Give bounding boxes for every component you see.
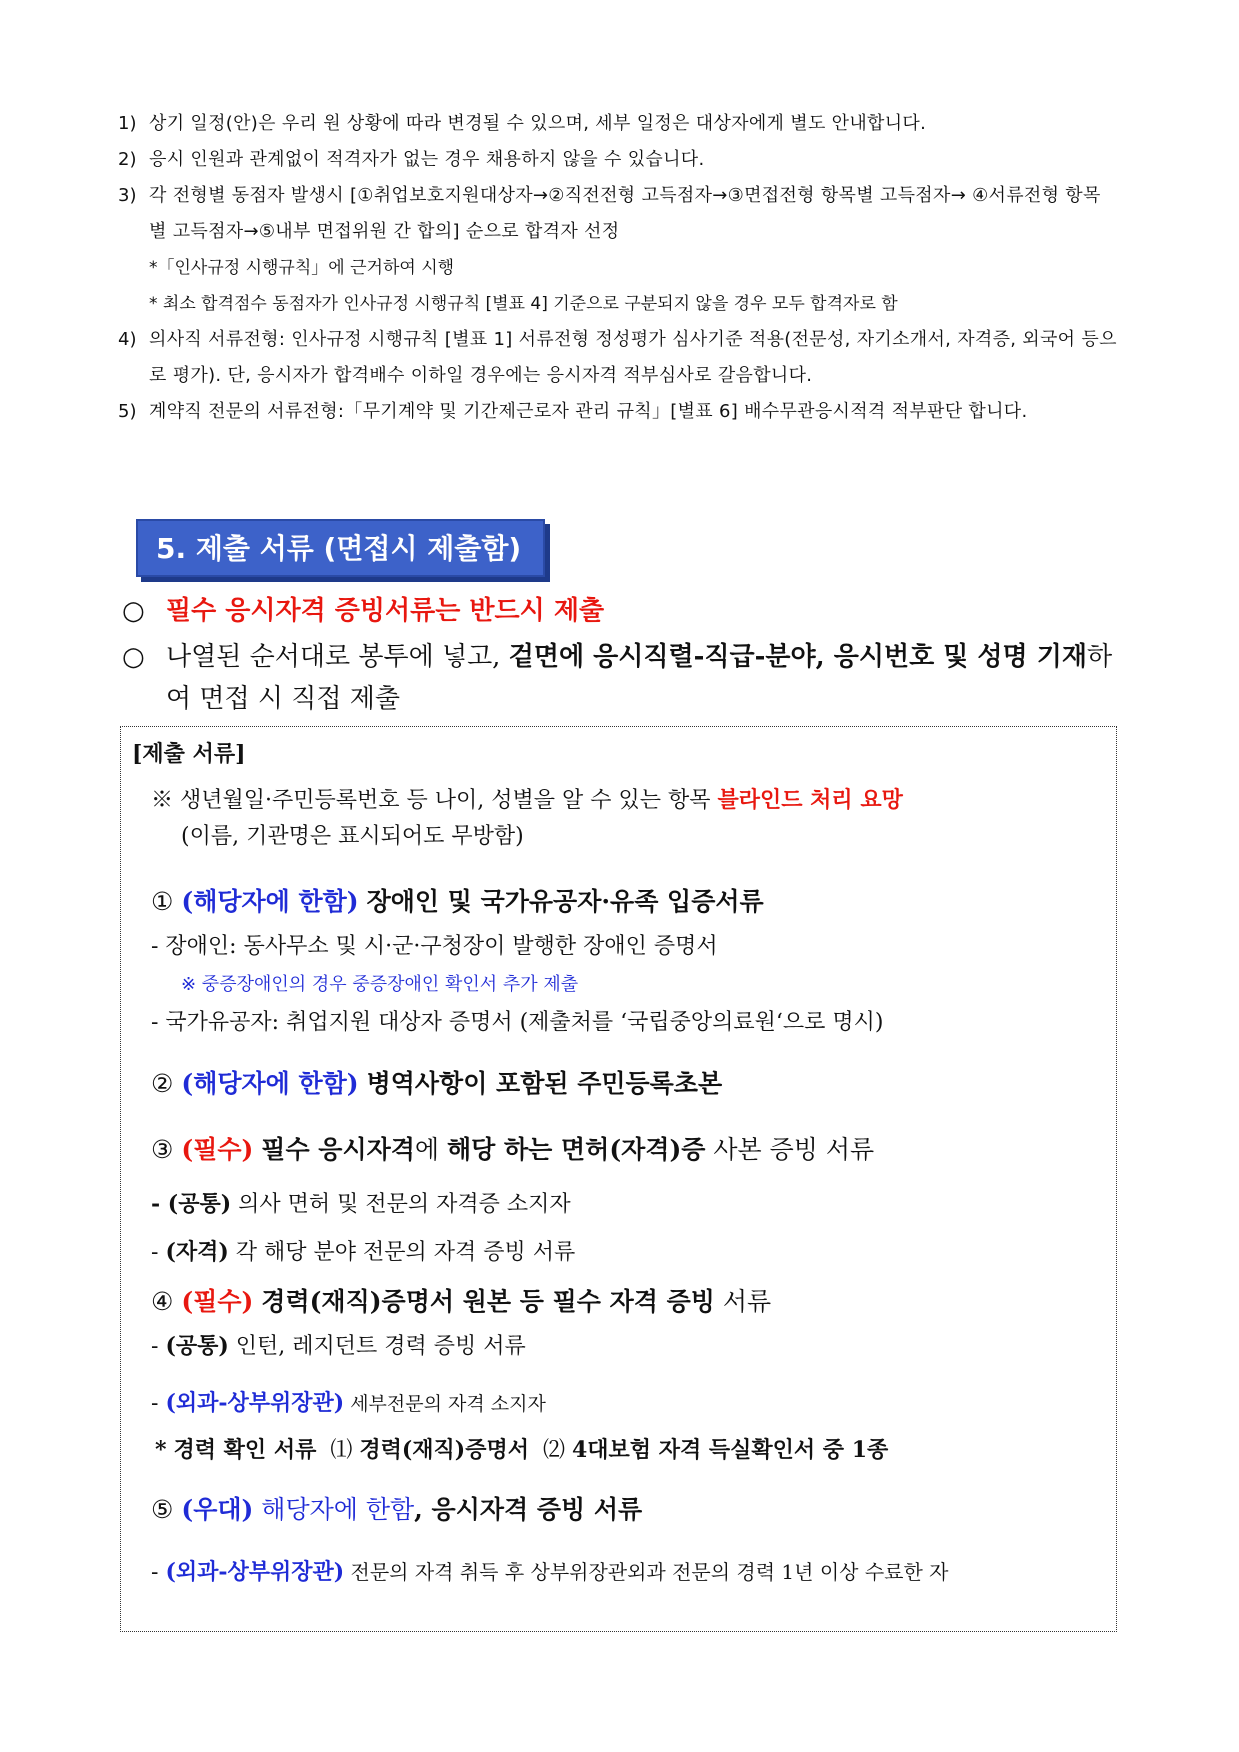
- line-text: 세부전문의 자격 소지자: [344, 1393, 546, 1415]
- line-text: 각 해당 분야 전문의 자격 증빙 서류: [228, 1240, 576, 1265]
- note-text: 각 전형별 동점자 발생시 [①취업보호지원대상자→②직전전형 고득점자→③면접전형 항목별 고득점자→ ④서류전형 항목별 고득점자→⑤내부 면접위원 간 합의] 순으로 합격자 선정: [149, 185, 1101, 242]
- note-item: [118, 322, 1118, 394]
- item-tag: (필수): [181, 1287, 254, 1316]
- item-2-heading: [151, 1064, 722, 1100]
- career-number: ⑵: [542, 1438, 565, 1463]
- item-text: 에: [414, 1135, 448, 1164]
- item-4-heading: [151, 1282, 771, 1318]
- note-item: [118, 106, 1118, 142]
- subnote: *「인사규정 시행규칙」에 근거하여 시행: [149, 258, 455, 278]
- line-text: 전문의 자격 취득 후 상부위장관외과 전문의 경력 1년 이상 수료한 자: [344, 1560, 949, 1584]
- notice-line: [151, 783, 903, 814]
- dash: -: [151, 1240, 166, 1265]
- bullet-text: 나열된 순서대로 봉투에 넣고,: [166, 642, 509, 672]
- line-tag: (자격): [165, 1239, 229, 1265]
- line-text: 의사 면허 및 전문의 자격증 소지자: [231, 1192, 571, 1217]
- item-text: 사본 증빙 서류: [705, 1135, 875, 1164]
- item-3-line: [151, 1187, 571, 1218]
- item-title: 병역사항이 포함된 주민등록초본: [366, 1069, 723, 1098]
- item-4-line: [151, 1329, 526, 1360]
- note-number: 3): [118, 185, 137, 206]
- item-title: 경력(재직)증명서 원본 등 필수 자격 증빙: [261, 1287, 715, 1316]
- item-4-line: [151, 1386, 546, 1417]
- notice-highlight: 블라인드 처리 요망: [717, 787, 903, 813]
- note-text: 상기 일정(안)은 우리 원 상황에 따라 변경될 수 있으며, 세부 일정은 대상자에게 별도 안내합니다.: [149, 113, 927, 134]
- item-5-line: [151, 1555, 948, 1586]
- box-title: [제출 서류]: [132, 741, 246, 767]
- notice-text: 생년월일·주민등록번호 등 나이, 성별을 알 수 있는 항목: [180, 788, 718, 813]
- reference-mark-icon: ※: [151, 788, 174, 813]
- submission-bullets: [122, 590, 1122, 724]
- circle-icon: ○: [122, 596, 145, 626]
- item-title: 해당 하는 면허(자격)증: [447, 1135, 706, 1164]
- item-1-line: - 장애인: 동사무소 및 시·군·구청장이 발행한 장애인 증명서: [151, 934, 718, 959]
- line-tag: (외과-상부위장관): [165, 1559, 345, 1585]
- item-number: ⑤: [151, 1495, 174, 1524]
- item-3-heading: [151, 1130, 874, 1166]
- item-text: 서류: [714, 1287, 772, 1316]
- documents-box: [120, 726, 1117, 1632]
- item-title: 필수 응시자격: [261, 1135, 415, 1164]
- career-label: 경력 확인 서류: [173, 1437, 317, 1463]
- subnote: * 최소 합격점수 동점자가 인사규정 시행규칙 [별표 4] 기준으로 구분되지 않을 경우 모두 합격자로 함: [149, 294, 898, 314]
- circle-icon: ○: [122, 642, 145, 672]
- item-text: 해당자에 한함: [253, 1495, 415, 1524]
- bullet-bold-text: 겉면에 응시직렬-직급-분야, 응시번호 및 성명 기재: [508, 642, 1087, 672]
- dash: -: [151, 1191, 168, 1217]
- item-title: , 응시자격 증빙 서류: [414, 1495, 643, 1524]
- note-item: [118, 178, 1118, 250]
- asterisk: *: [155, 1437, 167, 1463]
- item-number: ①: [151, 887, 174, 916]
- item-title: 장애인 및 국가유공자·유족 입증서류: [366, 887, 764, 916]
- note-text: 의사직 서류전형: 인사규정 시행규칙 [별표 1] 서류전형 정성평가 심사기준 적용(전문성, 자기소개서, 자격증, 외국어 등으로 평가). 단, 응시자가 합격배수 이하일 경우에는 응시자격 적부심사로 갈음합니다.: [149, 329, 1117, 386]
- note-text: 계약직 전문의 서류전형:「무기계약 및 기간제근로자 관리 규칙」[별표 6] 배수무관응시적격 적부판단 합니다.: [149, 401, 1028, 422]
- note-number: 2): [118, 149, 137, 170]
- item-1-heading: [151, 882, 764, 918]
- line-tag: (공통): [165, 1333, 229, 1359]
- career-number: ⑴: [330, 1438, 353, 1463]
- note-item: [118, 142, 1118, 178]
- line-tag: (외과-상부위장관): [165, 1390, 345, 1416]
- item-5-heading: [151, 1490, 642, 1526]
- item-tag: (필수): [181, 1135, 254, 1164]
- item-number: ③: [151, 1135, 174, 1164]
- career-doc: 경력(재직)증명서: [359, 1437, 529, 1463]
- notice-sub: (이름, 기관명은 표시되어도 무방함): [181, 824, 524, 849]
- item-tag: (해당자에 한함): [181, 887, 359, 916]
- item-3-line: [151, 1235, 575, 1266]
- note-number: 5): [118, 401, 137, 422]
- line-tag: (공통): [167, 1191, 232, 1217]
- item-number: ②: [151, 1069, 174, 1098]
- bullet-item: [122, 636, 1122, 720]
- item-1-line: - 국가유공자: 취업지원 대상자 증명서 (제출처를 ‘국립중앙의료원‘으로 명시): [151, 1010, 884, 1035]
- dash: -: [151, 1334, 166, 1359]
- bullet-item: [122, 590, 1122, 632]
- section-title: 5. 제출 서류 (면접시 제출함): [136, 519, 545, 577]
- item-tag: (우대): [181, 1495, 254, 1524]
- line-text: 인턴, 레지던트 경력 증빙 서류: [228, 1334, 526, 1359]
- notes-list: [118, 106, 1118, 430]
- note-number: 4): [118, 329, 137, 350]
- item-tag: (해당자에 한함): [181, 1069, 359, 1098]
- career-line: [155, 1433, 888, 1464]
- section-heading: [136, 519, 545, 577]
- note-number: 1): [118, 113, 137, 134]
- bullet-text: 필수 응시자격 증빙서류는 반드시 제출: [166, 596, 605, 626]
- dash: -: [151, 1560, 166, 1585]
- bullet-text: 하여 면접 시 직접 제출: [166, 642, 1113, 714]
- note-item: [118, 394, 1118, 430]
- dash: -: [151, 1391, 166, 1416]
- item-1-note: ※ 중증장애인의 경우 중증장애인 확인서 추가 제출: [181, 974, 579, 995]
- item-number: ④: [151, 1287, 174, 1316]
- note-text: 응시 인원과 관계없이 적격자가 없는 경우 채용하지 않을 수 있습니다.: [149, 149, 705, 170]
- career-doc: 4대보험 자격 득실확인서 중 1종: [571, 1437, 889, 1463]
